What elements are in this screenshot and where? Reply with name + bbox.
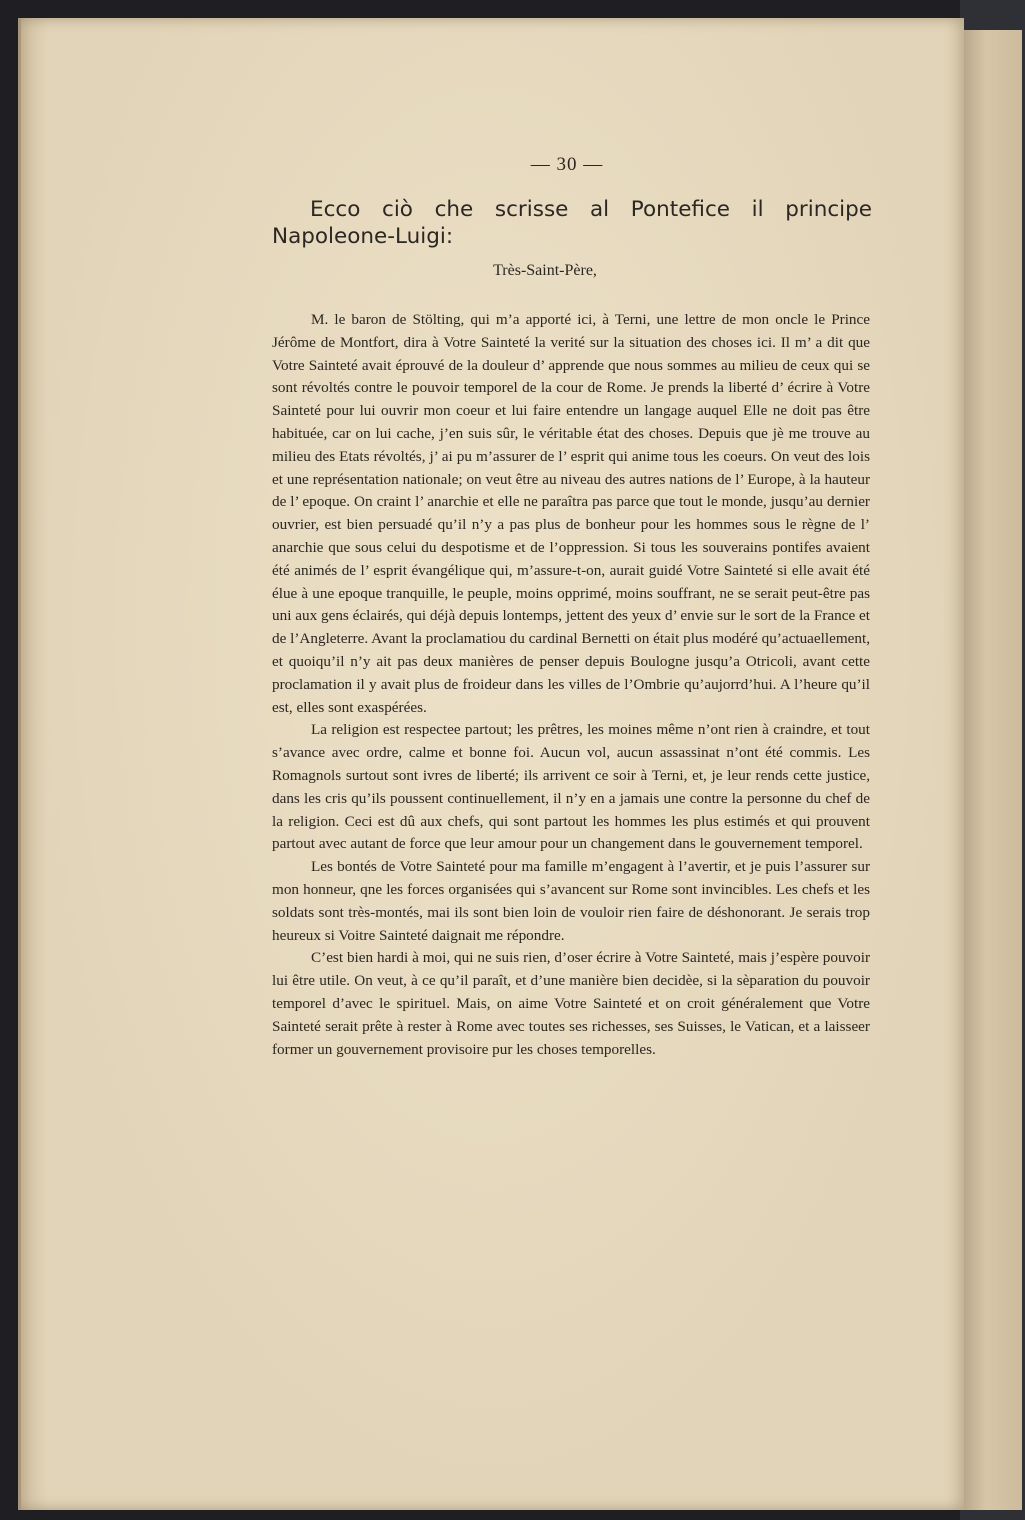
letter-body [272,309,870,1061]
page-heading: Ecco ciò che scrisse al Pontefice il principe Napoleone-Luigi: [272,197,872,249]
letter-paragraph-1: M. le baron de Stölting, qui m’a apporté ici, à Terni, une lettre de mon oncle le Prince Jérôme de Montfort, dira à Votre Sainteté la verité sur la situation des choses ici. Il m’ a dit que Votre Sainteté avait éprouvé de la douleur d’ apprende que nous sommes au milieu de ceux qui se sont révoltés contre le pouvoir temporel de la cour de Rome. Je prends la liberté d’ écrire à Votre Sainteté pour lui ouvrir mon coeur et lui faire entendre un langage auquel Elle ne doit pas être habituée, car on lui cache, j’en suis sûr, le véritable état des choses. Depuis que jè me trouve au milieu des Etats révoltés, j’ ai pu m’assurer de l’ esprit qui anime tous les coeurs. On veut des lois et une représentation nationale; on veut être au niveau des autres nations de l’ Europe, à la hauteur de l’ epoque. On craint l’ anarchie et elle ne paraîtra pas parce que tout le monde, jusqu’au dernier ouvrier, est bien persuadé qu’il n’y a pas plus de bonheur pour les hommes sous le règne de l’ anarchie que sous celui du despotisme et de l’oppression. Si tous les souverains pontifes avaient été animés de l’ esprit évangélique qui, m’assure-t-on, aurait guidé Votre Sainteté si elle avait été élue à une epoque tranquille, le peuple, moins opprimé, moins souffrant, ne se serait peut-être pas uni aux gens éclairés, qui déjà depuis lontemps, jettent des yeux d’ envie sur le sort de la France et de l’Angleterre. Avant la proclamatiou du cardinal Bernetti on était plus modéré qu’actuaellement, et quoiqu’il n’y ait pas deux manières de penser depuis Boulogne jusqu’a Otricoli, avant cette proclamation il y avait plus de froideur dans les villes de l’Ombrie qu’aujorrd’hui. A l’heure qu’il est, elles sont exaspérées. [272,311,870,716]
letter-paragraph-4: C’est bien hardi à moi, qui ne suis rien, d’oser écrire à Votre Sainteté, mais j’espère pouvoir lui être utile. On veut, à ce qu’il paraît, et d’une manière bien decidèe, si la sèparation du pouvoir temporel d’avec le spirituel. Mais, on aime Votre Sainteté et on croit généralement que Votre Sainteté serait prête à rester à Rome avec toutes ses richesses, ses Suisses, le Vatican, et a laisseer former un gouvernement provisoire pur les choses temporelles. [272,949,870,1058]
letter-paragraph-2: La religion est respectee partout; les prêtres, les moines même n’ont rien à craindre, et tout s’avance avec ordre, calme et bonne foi. Aucun vol, aucun assassinat n’ont été commis. Les Romagnols surtout sont ivres de liberté; ils arrivent ce soir à Terni, et, je leur rends cette justice, dans les cris qu’ils poussent continuellement, il n’y en a jamais une contre la personne du chef de la religion. Ceci est dû aux chefs, qui sont partout les hommes les plus estimés et qui prouvent partout avec autant de force que leur amour pour un changement dans le gouvernement temporel. [272,721,870,853]
letter-salutation: Très-Saint-Père, [493,262,597,279]
page-number: — 30 — [530,154,604,175]
facing-page-edge [962,30,1022,1510]
letter-paragraph-3: Les bontés de Votre Sainteté pour ma famille m’engagent à l’avertir, et je puis l’assurer sur mon honneur, qne les forces organisées qui s’avancent sur Rome sont invincibles. Les chefs et les soldats sont très-montés, mai ils sont bien loin de vouloir rien faire de déshonorant. Je serais trop heureux si Voitre Sainteté daignait me répondre. [272,858,870,944]
